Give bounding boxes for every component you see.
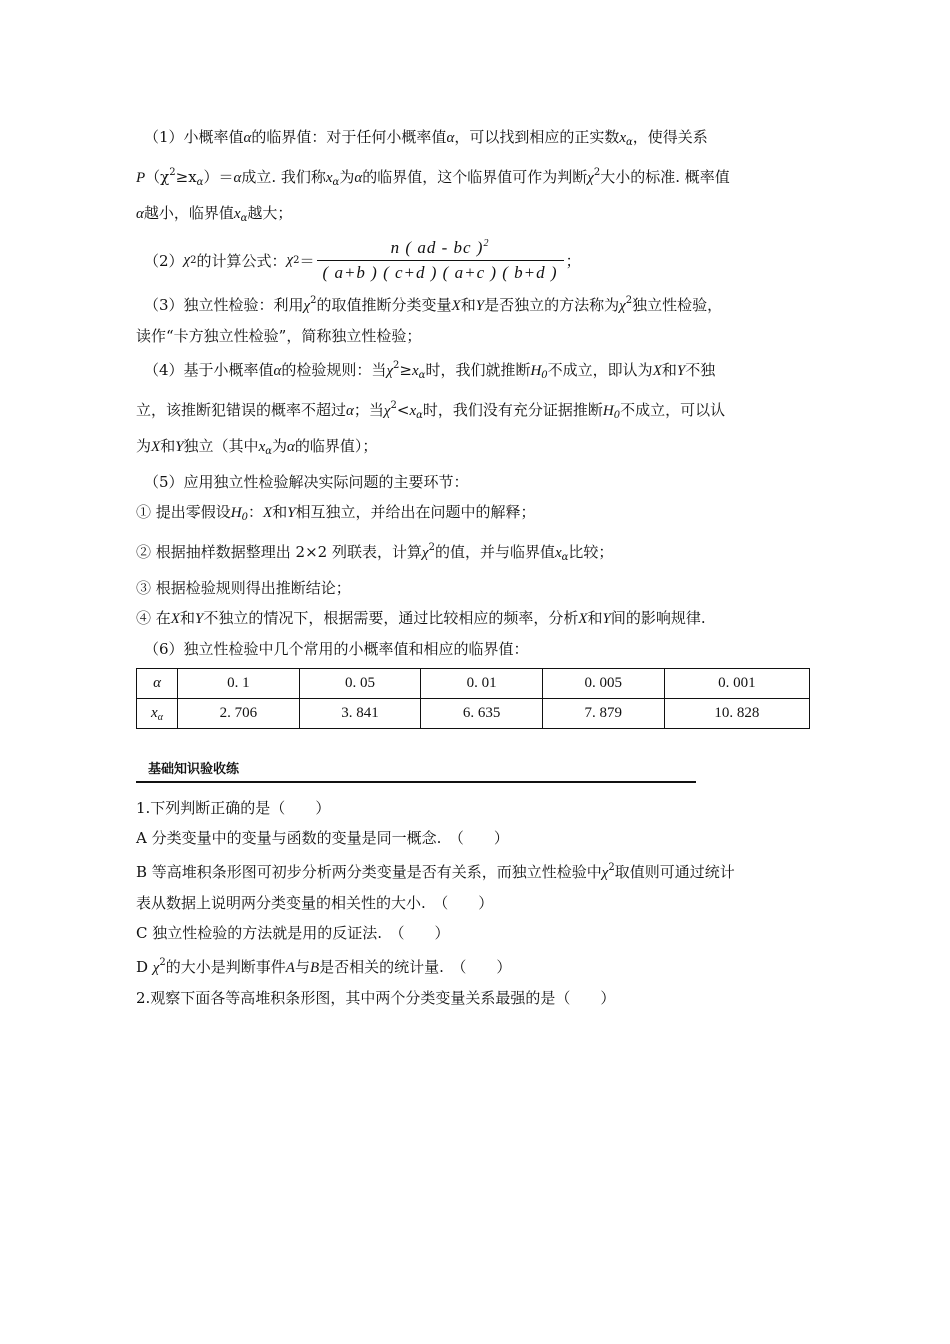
question-1-option-b-line-1: B 等高堆积条形图可初步分析两分类变量是否有关系，而独立性检验中$\chi^2$取值则可通过统计 bbox=[136, 862, 735, 881]
table-cell: 0. 005 bbox=[542, 669, 664, 699]
table-cell: 3. 841 bbox=[299, 699, 421, 729]
para-5-title: （5）应用独立性检验解决实际问题的主要环节： bbox=[144, 473, 469, 491]
question-1-option-c: C 独立性检验的方法就是用的反证法. （ ） bbox=[136, 924, 450, 942]
table-header-x: $x_\alpha$ bbox=[137, 699, 178, 729]
table-header-alpha: α bbox=[137, 669, 178, 699]
para-6-title: （6）独立性检验中几个常用的小概率值和相应的临界值： bbox=[144, 640, 529, 658]
para-4-line-3: 为X和Y独立（其中$x_\alpha$为α的临界值）； bbox=[136, 437, 378, 457]
table-row bbox=[137, 669, 810, 699]
table-cell: 0. 05 bbox=[299, 669, 421, 699]
para-3-line-2: 读作“卡方独立性检验”，简称独立性检验； bbox=[136, 327, 422, 345]
para-1-line-2: $P(\chi^2\ge x_\alpha)=\alpha$成立. 我们称$x_\alpha$为α的临界值，这个临界值可作为判断$\chi^2$大小的标准. 概率值 bbox=[136, 167, 730, 188]
document-body bbox=[136, 122, 814, 1013]
table-cell: 0. 001 bbox=[664, 669, 809, 699]
step-4: ④ 在X和Y不独立的情况下，根据需要，通过比较相应的频率，分析X和Y间的影响规律. bbox=[136, 609, 706, 627]
para-3-line-1: （3）独立性检验：利用$\chi^2$的取值推断分类变量X和Y是否独立的方法称为$\chi^2$独立性检验， bbox=[144, 295, 723, 314]
question-2-stem: 2.观察下面各等高堆积条形图，其中两个分类变量关系最强的是（ ） bbox=[136, 989, 616, 1007]
table-cell: 10. 828 bbox=[664, 699, 809, 729]
critical-value-table bbox=[136, 668, 810, 729]
para-4-line-2: 立，该推断犯错误的概率不超过α；当$\chi^2<x_\alpha$时，我们没有充分证据推断$H_0$不成立，可以认 bbox=[136, 400, 726, 421]
step-2: ② 根据抽样数据整理出 2×2 列联表，计算$\chi^2$的值，并与临界值$x_\alpha$比较； bbox=[136, 542, 614, 563]
section-divider bbox=[136, 781, 696, 783]
chi-square-formula: （2） χ 2 的计算公式： χ 2 ＝ $\frac{n ( ad - bc )^2}{( a+b ) ( c+d ) ( a+c ) ( b+d )}$ ； bbox=[144, 237, 581, 282]
question-1-option-a: A 分类变量中的变量与函数的变量是同一概念. （ ） bbox=[136, 829, 509, 847]
para-1-line-3: α越小，临界值$x_\alpha$越大； bbox=[136, 204, 293, 224]
question-1-option-d: D $\chi^2$的大小是判断事件A与B是否相关的统计量. （ ） bbox=[136, 957, 512, 976]
table-cell: 6. 635 bbox=[421, 699, 543, 729]
formula-fraction: $\frac{n ( ad - bc )^2}{( a+b ) ( c+d ) ( a+c ) ( b+d )}$ bbox=[317, 238, 564, 283]
table-cell: 2. 706 bbox=[178, 699, 300, 729]
question-1-option-b-line-2: 表从数据上说明两分类变量的相关性的大小. （ ） bbox=[136, 894, 494, 912]
para-4-line-1: （4）基于小概率值α的检验规则：当$\chi^2\ge x_\alpha$时，我们就推断$H_0$不成立，即认为X和Y不独 bbox=[144, 360, 716, 381]
table-cell: 0. 01 bbox=[421, 669, 543, 699]
question-1-stem: 1.下列判断正确的是（ ） bbox=[136, 799, 331, 817]
table-row bbox=[137, 699, 810, 729]
table-cell: 0. 1 bbox=[178, 669, 300, 699]
para-1-line-1: （1）小概率值α的临界值：对于任何小概率值α，可以找到相应的正实数$x_\alpha$，使得关系 bbox=[144, 128, 708, 148]
step-1: ① 提出零假设$H_0$：X和Y相互独立，并给出在问题中的解释； bbox=[136, 503, 536, 523]
table-cell: 7. 879 bbox=[542, 699, 664, 729]
step-3: ③ 根据检验规则得出推断结论； bbox=[136, 579, 351, 597]
section-title: 基础知识验收练 bbox=[148, 762, 240, 777]
